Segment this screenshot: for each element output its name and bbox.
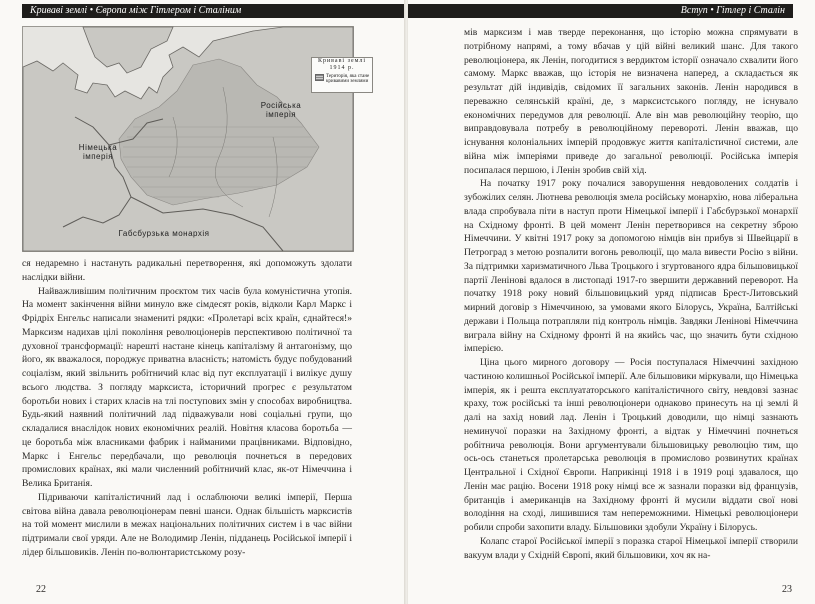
paragraph: Колапс старої Російської імперії з поразка старої Німецької імперії створили вакуум влади у Східній Європі, який більшовики, хоч як на- <box>464 535 798 561</box>
running-header-right: Вступ • Гітлер і Сталін <box>408 4 793 18</box>
map-label-german-empire: Німецька імперія <box>78 143 118 161</box>
left-body-text <box>22 257 352 560</box>
right-body-text <box>464 26 798 562</box>
page-number-right: 23 <box>782 584 792 595</box>
paragraph: Підриваючи капіталістичний лад і ослаблюючи великі імперії, Перша світова війна давала революціонерам певні шанси. Однак більшість марксистів на той момент мислили в межах національних політичних систем і в час війни підтримали свої уряди. Але не Володимир Ленін, підданець Російської імперії і лідер більшовиків. Ленін по-волюнтаристському розу- <box>22 491 352 558</box>
legend-key <box>312 72 372 84</box>
legend-swatch <box>315 74 324 81</box>
right-page <box>408 0 815 604</box>
map-legend <box>311 57 373 93</box>
map-label-habsburg-monarchy: Габсбурзька монархія <box>118 229 210 238</box>
legend-year: 1914 р. <box>329 65 355 71</box>
page-number-left: 22 <box>36 584 46 595</box>
legend-key-text: Територія, яка стане кривавими землями <box>326 74 370 84</box>
map-label-russian-empire: Російська імперія <box>260 101 302 119</box>
paragraph: ся недаремно і настануть радикальні перетворення, які допоможуть здолати наслідки війни. <box>22 258 352 283</box>
map-drawing <box>23 27 353 251</box>
legend-title: Криваві землі <box>317 58 367 64</box>
left-page <box>0 0 405 604</box>
running-header-left: Криваві землі • Європа між Гітлером і Сталіним <box>22 4 405 18</box>
paragraph: мів марксизм і мав тверде переконання, що історію можна спрямувати в потрібному напрямі, а тому вбачав у цій війні великий шанс. Для такого революціонера, як Ленін, погодитися з вердиктом історії означало схвалити його самому. Маркс вважав, що історія не визначена наперед, а складається як результат дій індивідів, свідомих її загальних законів. Ленін народився в переважно селянській країні, де, з марксистського погляду, не існувало економічних передумов для революції. Але він мав революційну теорію, що виправдовувала потребу в революційному перевороті. Ленін вважав, що існування колоніальних імперій продовжує життя капіталістичної системи, але війна між імперіями приведе до загальної революції. Російська імперія посипалася першою, і Ленін зробив свій хід. <box>464 27 798 176</box>
paragraph: Ціна цього мирного договору — Росія поступалася Німеччині західною частиною колишньої Російської імперії. Але більшовики міркували, що Німецька імперія, як і решта експлуататорського капіталістичного світу, невдовзі зазнає краху, тож російські та інші революціонери однаково принесуть на ці землі й далі на захід новий лад. Ленін і Троцький доводили, що німці зазнають неминучої поразки на Західному фронті, а відтак у Німеччині почнеться робітнича революція. Вони аргументували більшовицьку революцію тим, що ось-ось станеться пролетарська революція в промислово розвинутих країнах Центральної і Східної Європи. Наприкінці 1918 і в 1919 році здавалося, що Ленін має рацію. Восени 1918 року німці все ж зазнали поразки від французів, британців і американців на Західному фронті й мусили віддати свої нові володіння на сході, лишившися там непереможними. Німецькі революціонери робили спроби захопити владу. Більшовики здобули Україну і Білорусь. <box>464 357 798 533</box>
paragraph: Найважливішим політичним проєктом тих часів була комуністична утопія. На момент закінчення війни минуло вже сімдесят років, відколи Карл Маркс і Фрідріх Енгельс написали знамениті рядки: «Пролетарі всіх країн, єднайтеся!» Марксизм надихав цілі покоління революціонерів перспективою політичної та духовної трансформації: нарешті настане кінець капіталізму й антагонізму, що його, як вважалося, породжує приватна власність; натомість будує побудований соціалізм, який звільнить робітничий клас від пут експлуатації і вилікує душу всього людства. З погляду марксиста, історичний прогрес є результатом боротьби нових і старих класів на тлі поступових змін у способах виробництва. Будь-який наявний політичний лад підважували нові соціальні групи, що складалися внаслідок нових економічних реалій. Новітня класова боротьба — це боротьба між власниками фабрик і найманими працівниками. Відповідно, Маркс і Енгельс передбачали, що революція почнеться в передових промислових країнах, які мали численний робітничий клас, як-от Німеччина і Велика Британія. <box>22 285 352 489</box>
map-figure <box>22 26 370 252</box>
paragraph: На початку 1917 року почалися заворушення невдоволених солдатів і зубожілих селян. Лютнева революція змела російську монархію, нова ліберальна влада спробувала піти в наступ проти Німецької імперії і Габсбурзької монархії на Східному фронті. В цей момент Ленін перетворився на секретну зброю Німеччини. У квітні 1917 року за допомогою німців він прибув зі Швейцарії в Петроград з метою розпалити вогонь революції, що мала вивести Росію з війни. За підтримки харизматичного Льва Троцького і згуртованого ядра більшовицької партії Ленінові вдалося в листопаді 1917-го звершити державний переворот. На початку 1918 року новий більшовицький уряд підписав Брест-Литовський мирний договір з Німеччиною, за умовами якого Білорусь, Україна, Балтійські держави і Польща потрапляли під контроль німців. Завдяки Ленінові Німеччина виграла війну на Східному фронті й на якийсь час, що значить бути східною імперією. <box>464 178 798 355</box>
